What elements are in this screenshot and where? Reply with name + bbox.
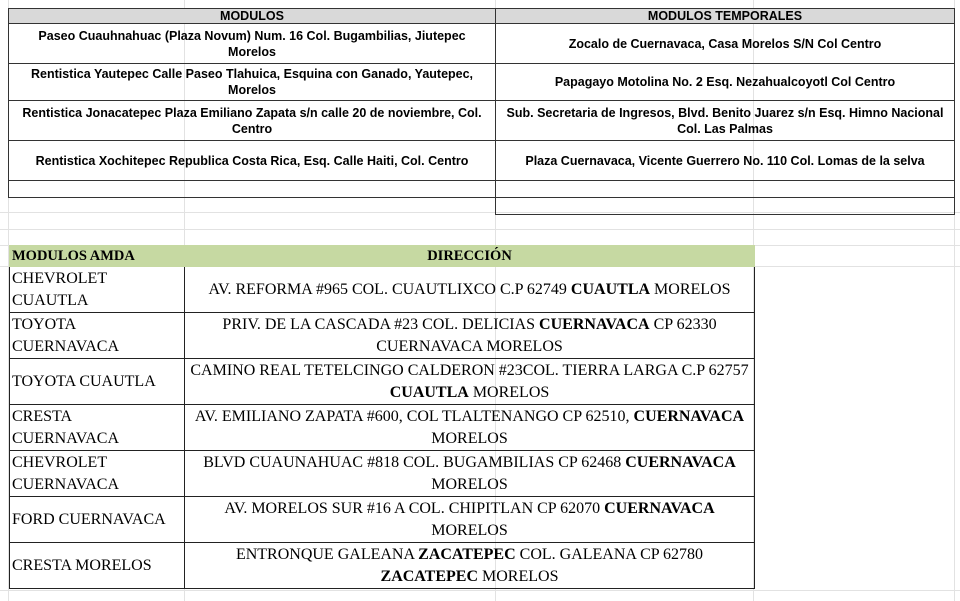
dealer-name: CHEVROLET CUAUTLA — [10, 267, 185, 313]
amda-header-row — [10, 246, 755, 267]
dealer-address: PRIV. DE LA CASCADA #23 COL. DELICIAS CUERNAVACA CP 62330 CUERNAVACA MORELOS — [185, 313, 755, 359]
empty-cell — [496, 181, 955, 198]
dealer-name: TOYOTA CUAUTLA — [10, 359, 185, 405]
dealer-name: CRESTA CUERNAVACA — [10, 405, 185, 451]
modules-row — [9, 101, 955, 141]
temporal-cell: Plaza Cuernavaca, Vicente Guerrero No. 110 Col. Lomas de la selva — [496, 141, 955, 181]
modulos-temporales-header: MODULOS TEMPORALES — [496, 9, 955, 24]
empty-cell — [496, 198, 955, 215]
dealer-address: AV. EMILIANO ZAPATA #600, COL TLALTENANGO CP 62510, CUERNAVACA MORELOS — [185, 405, 755, 451]
modulos-header: MODULOS — [9, 9, 496, 24]
dealer-name: CHEVROLET CUERNAVACA — [10, 451, 185, 497]
empty-row — [9, 198, 955, 215]
dealer-address: ENTRONQUE GALEANA ZACATEPEC COL. GALEANA CP 62780 ZACATEPEC MORELOS — [185, 543, 755, 589]
amda-table — [9, 245, 755, 589]
modules-table — [8, 8, 955, 215]
modulo-cell: Rentistica Xochitepec Republica Costa Rica, Esq. Calle Haiti, Col. Centro — [9, 141, 496, 181]
modulo-cell: Rentistica Jonacatepec Plaza Emiliano Zapata s/n calle 20 de noviembre, Col. Centro — [9, 101, 496, 141]
modules-row — [9, 24, 955, 64]
dealer-name: TOYOTA CUERNAVACA — [10, 313, 185, 359]
amda-row — [10, 405, 755, 451]
modules-row — [9, 141, 955, 181]
gridline — [0, 590, 960, 591]
amda-row — [10, 267, 755, 313]
modulo-cell: Paseo Cuauhnahuac (Plaza Novum) Num. 16 Col. Bugambilias, Jiutepec Morelos — [9, 24, 496, 64]
temporal-cell: Zocalo de Cuernavaca, Casa Morelos S/N Col Centro — [496, 24, 955, 64]
empty-row — [9, 181, 955, 198]
modules-header-row — [9, 9, 955, 24]
dealer-address: AV. REFORMA #965 COL. CUAUTLIXCO C.P 62749 CUAUTLA MORELOS — [185, 267, 755, 313]
amda-row — [10, 451, 755, 497]
direccion-header: DIRECCIÓN — [185, 246, 755, 267]
modules-row — [9, 64, 955, 101]
modulos-amda-header: MODULOS AMDA — [10, 246, 185, 267]
empty-cell — [9, 181, 496, 198]
dealer-address: CAMINO REAL TETELCINGO CALDERON #23COL. TIERRA LARGA C.P 62757 CUAUTLA MORELOS — [185, 359, 755, 405]
amda-row — [10, 497, 755, 543]
amda-row — [10, 543, 755, 589]
dealer-address: BLVD CUAUNAHUAC #818 COL. BUGAMBILIAS CP 62468 CUERNAVACA MORELOS — [185, 451, 755, 497]
dealer-address: AV. MORELOS SUR #16 A COL. CHIPITLAN CP 62070 CUERNAVACA MORELOS — [185, 497, 755, 543]
modulo-cell: Rentistica Yautepec Calle Paseo Tlahuica, Esquina con Ganado, Yautepec, Morelos — [9, 64, 496, 101]
temporal-cell: Sub. Secretaria de Ingresos, Blvd. Benito Juarez s/n Esq. Himno Nacional Col. Las Palmas — [496, 101, 955, 141]
dealer-name: FORD CUERNAVACA — [10, 497, 185, 543]
amda-row — [10, 313, 755, 359]
temporal-cell: Papagayo Motolina No. 2 Esq. Nezahualcoyotl Col Centro — [496, 64, 955, 101]
dealer-name: CRESTA MORELOS — [10, 543, 185, 589]
empty-cell — [9, 198, 496, 215]
gridline — [0, 229, 960, 230]
amda-row — [10, 359, 755, 405]
